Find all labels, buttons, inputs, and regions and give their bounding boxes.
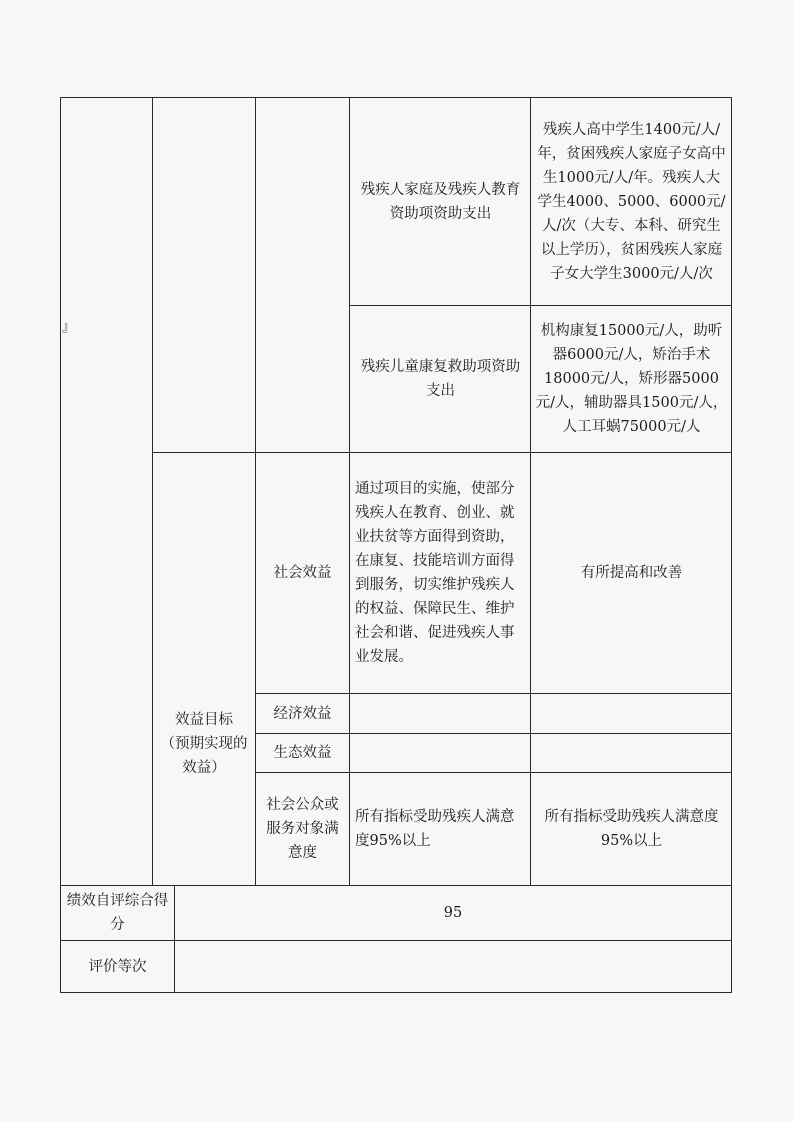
benefit-subcategory: 社会效益 — [273, 565, 332, 581]
benefit-subcategory: 社会公众或服务对象满意度 — [266, 797, 339, 861]
target-cell: 有所提高和改善 — [580, 565, 683, 581]
indicator-cell: 残疾儿童康复救助项资助支出 — [360, 359, 521, 399]
indicator-cell: 所有指标受助残疾人满意度95%以上 — [355, 809, 515, 849]
margin-mark: 』 — [62, 320, 76, 335]
benefit-subcategory: 生态效益 — [273, 745, 332, 761]
target-cell — [533, 695, 730, 732]
table-rule — [60, 992, 732, 993]
table-rule — [731, 97, 732, 993]
table-rule — [530, 97, 531, 886]
target-cell — [533, 735, 730, 771]
target-cell: 机构康复15000元/人，助听器6000元/人，矫治手术18000元/人，矫形器5000元/人，辅助器具1500元/人，人工耳蜗75000元/人 — [535, 323, 728, 435]
grade-value — [176, 942, 730, 991]
table-rule — [60, 97, 61, 993]
benefit-subcategory: 经济效益 — [273, 705, 332, 722]
indicator-cell: 通过项目的实施，使部分残疾人在教育、创业、就业扶贫等方面得到资助，在康复、技能培训方面得到服务，切实维护残疾人的权益、保障民生、维护社会和谐、促进残疾人事业发展。 — [355, 481, 515, 665]
indicator-cell — [352, 695, 529, 732]
indicator-cell: 残疾人家庭及残疾人教育资助项资助支出 — [360, 181, 521, 222]
indicator-cell — [352, 735, 529, 771]
grade-label: 评价等次 — [88, 958, 147, 975]
benefit-category-label: 效益目标 （预期实现的效益） — [160, 712, 248, 776]
score-value: 95 — [443, 905, 463, 921]
target-cell: 残疾人高中学生1400元/人/年，贫困残疾人家庭子女高中生1000元/人/年。残疾人大学生4000、5000、6000元/人/次（大专、本科、研究生以上学历），贫困残疾人家庭子女大学生3000元/人/次 — [537, 121, 726, 282]
score-label: 绩效自评综合得分 — [66, 893, 169, 933]
table-rule — [349, 97, 350, 886]
target-cell: 所有指标受助残疾人满意度95%以上 — [544, 809, 719, 849]
